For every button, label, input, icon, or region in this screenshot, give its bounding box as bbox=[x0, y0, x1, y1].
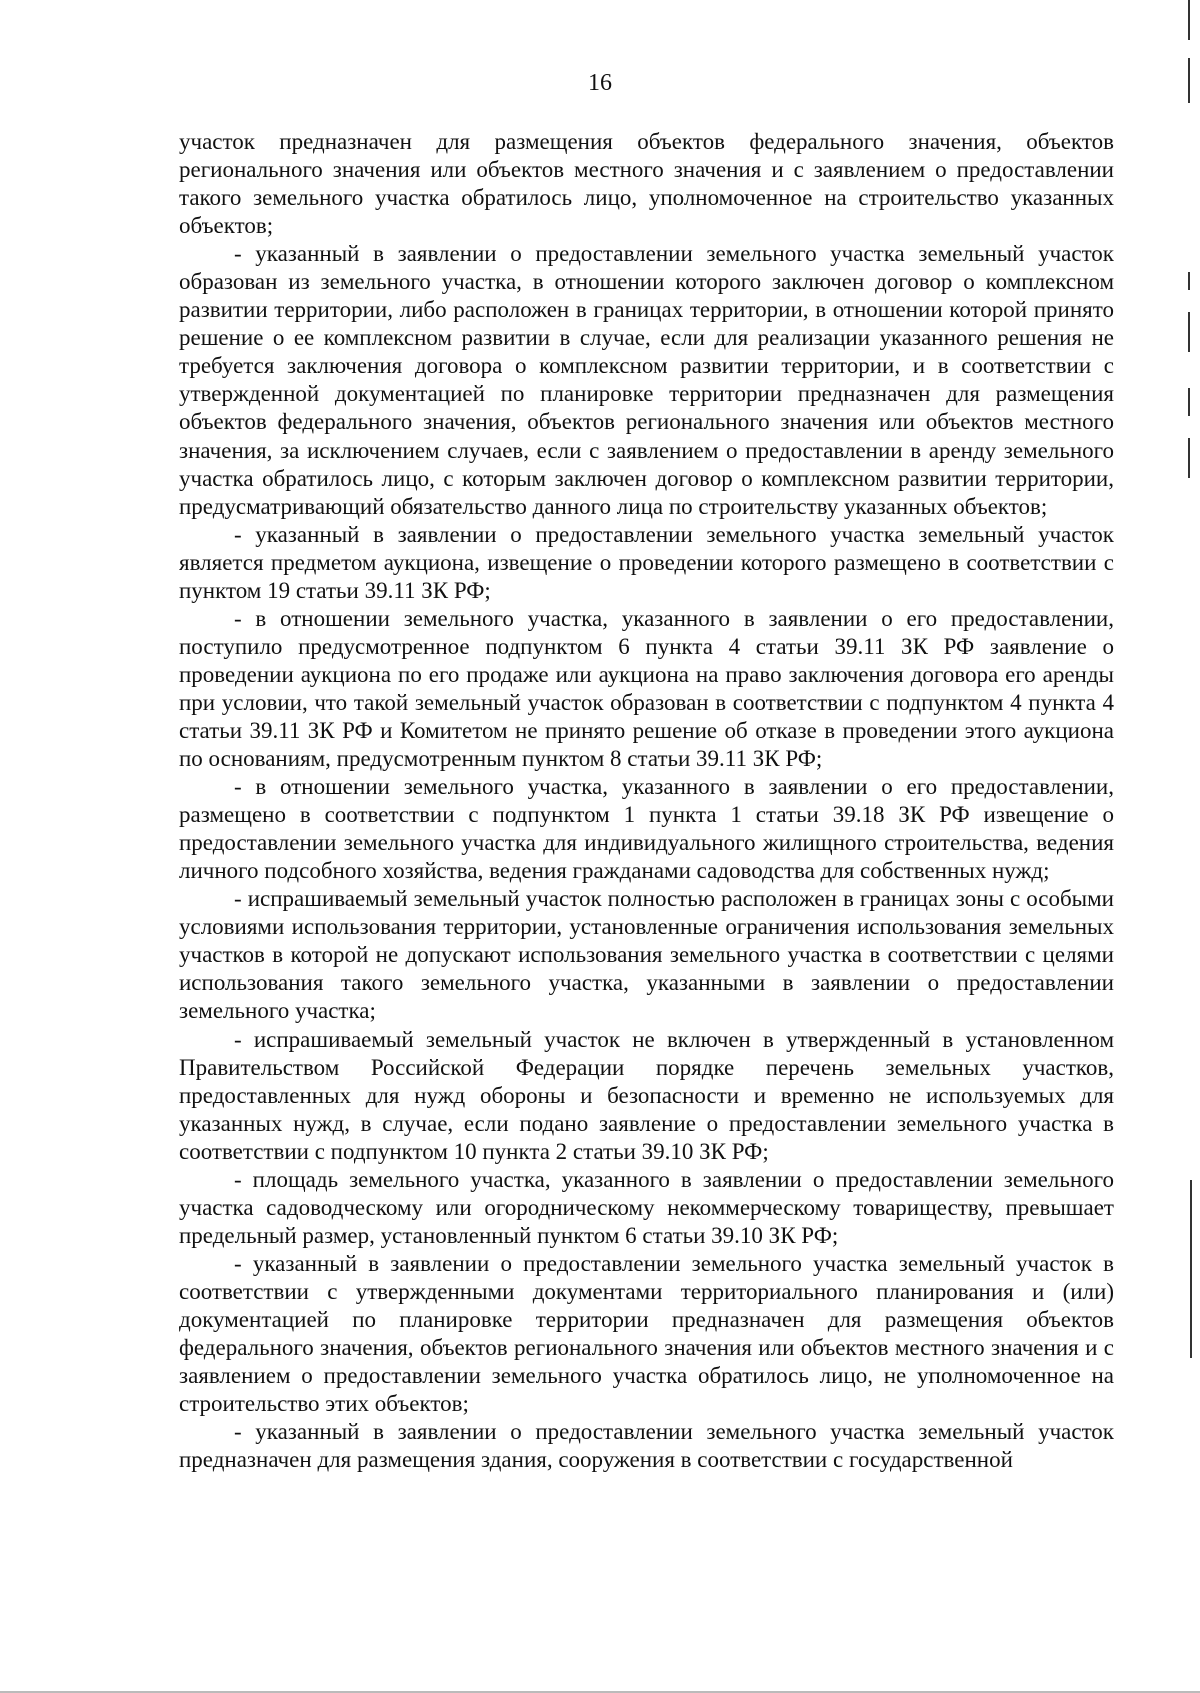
paragraph: - испрашиваемый земельный участок полностью расположен в границах зоны с особыми условиями использования территории, установленные ограничения использования земельных участков в которой не допускают использования земельного участка в соответствии с целями использования такого земельного участка, указанными в заявлении о предоставлении земельного участка; bbox=[179, 886, 1114, 1024]
page-number: 16 bbox=[588, 70, 612, 96]
scan-mark bbox=[1188, 438, 1190, 478]
paragraph: - указанный в заявлении о предоставлении земельного участка земельный участок является предметом аукциона, извещение о проведении которого размещено в соответствии с пунктом 19 статьи 39.11 ЗК РФ; bbox=[179, 521, 1114, 603]
scan-mark bbox=[1190, 1180, 1192, 1358]
paragraph: - указанный в заявлении о предоставлении земельного участка земельный участок предназначен для размещения здания, сооружения в соответствии с государственной bbox=[179, 1419, 1114, 1473]
paragraph: - указанный в заявлении о предоставлении земельного участка земельный участок образован из земельного участка, в отношении которого заключен договор о комплексном развитии территории, либо расположен в границах территории, в отношении которой принято решение о ее комплексном развитии в случае, если для реализации указанного решения не требуется заключения договора о комплексном развитии территории, и в соответствии с утвержденной документацией по планировке территории предназначен для размещения объектов федерального значения, объектов регионального значения или объектов местного значения, за исключением случаев, если с заявлением о предоставлении в аренду земельного участка обратилось лицо, с которым заключен договор о комплексном развитии территории, предусматривающий обязательство данного лица по строительству указанных объектов; bbox=[179, 241, 1114, 519]
scan-mark bbox=[1188, 58, 1190, 103]
document-body bbox=[179, 128, 1114, 1474]
scan-mark bbox=[1188, 388, 1190, 416]
scan-margin-marks bbox=[1180, 0, 1200, 1693]
paragraph: - испрашиваемый земельный участок не включен в утвержденный в установленном Правительством Российской Федерации порядке перечень земельных участков, предоставленных для нужд обороны и безопасности и временно не используемых для указанных нужд, в случае, если подано заявление о предоставлении земельного участка в соответствии с подпунктом 10 пункта 2 статьи 39.10 ЗК РФ; bbox=[179, 1026, 1114, 1164]
paragraph: - площадь земельного участка, указанного в заявлении о предоставлении земельного участка садоводческому или огородническому некоммерческому товариществу, превышает предельный размер, установленный пунктом 6 статьи 39.10 ЗК РФ; bbox=[179, 1166, 1114, 1248]
scan-mark bbox=[1188, 272, 1190, 290]
paragraph: - указанный в заявлении о предоставлении земельного участка земельный участок в соответствии с утвержденными документами территориального планирования и (или) документацией по планировке территории предназначен для размещения объектов федерального значения, объектов регионального значения или объектов местного значения и с заявлением о предоставлении земельного участка обратилось лицо, не уполномоченное на строительство этих объектов; bbox=[179, 1250, 1114, 1417]
paragraph: участок предназначен для размещения объектов федерального значения, объектов регионального значения или объектов местного значения и с заявлением о предоставлении такого земельного участка обратилось лицо, уполномоченное на строительство указанных объектов; bbox=[179, 129, 1114, 239]
scan-mark bbox=[1188, 312, 1190, 352]
paragraph: - в отношении земельного участка, указанного в заявлении о его предоставлении, размещено в соответствии с подпунктом 1 пункта 1 статьи 39.18 ЗК РФ извещение о предоставлении земельного участка для индивидуального жилищного строительства, ведения личного подсобного хозяйства, ведения гражданами садоводства для собственных нужд; bbox=[179, 774, 1114, 884]
scan-mark bbox=[1188, 0, 1190, 40]
paragraph: - в отношении земельного участка, указанного в заявлении о его предоставлении, поступило предусмотренное подпунктом 6 пункта 4 статьи 39.11 ЗК РФ заявление о проведении аукциона по его продаже или аукциона на право заключения договора его аренды при условии, что такой земельный участок образован в соответствии с подпунктом 4 пункта 4 статьи 39.11 ЗК РФ и Комитетом не принято решение об отказе в проведении этого аукциона по основаниям, предусмотренным пунктом 8 статьи 39.11 ЗК РФ; bbox=[179, 605, 1114, 772]
